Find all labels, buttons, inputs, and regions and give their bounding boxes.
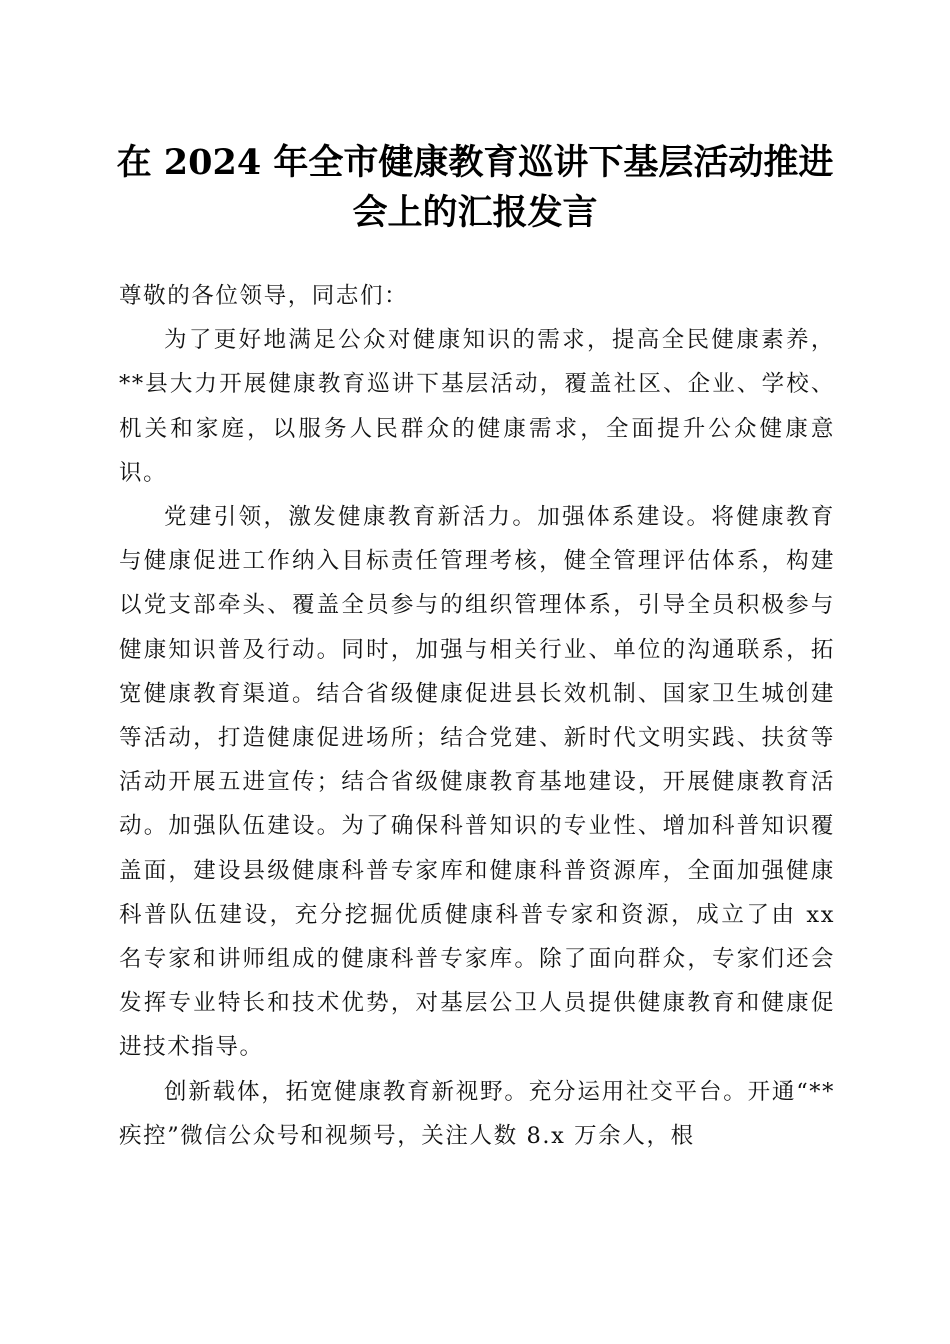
salutation: 尊敬的各位领导，同志们： — [119, 283, 409, 309]
document-title — [100, 138, 850, 238]
paragraph-innovation: 创新载体，拓宽健康教育新视野。充分运用社交平台。开通“**疾控”微信公众号和视频号，关注人数 8.x 万余人，根 — [119, 1078, 835, 1149]
title-line-2: 会上的汇报发言 — [352, 192, 598, 233]
title-line-1: 在 2024 年全市健康教育巡讲下基层活动推进 — [116, 142, 834, 183]
document-body — [119, 274, 835, 1158]
paragraph-intro: 为了更好地满足公众对健康知识的需求，提高全民健康素养，**县大力开展健康教育巡讲下基层活动，覆盖社区、企业、学校、机关和家庭，以服务人民群众的健康需求，全面提升公众健康意识。 — [119, 327, 835, 486]
paragraph-party-building: 党建引领，激发健康教育新活力。加强体系建设。将健康教育与健康促进工作纳入目标责任管理考核，健全管理评估体系，构建以党支部牵头、覆盖全员参与的组织管理体系，引导全员积极参与健康知识普及行动。同时，加强与相关行业、单位的沟通联系，拓宽健康教育渠道。结合省级健康促进县长效机制、国家卫生城创建等活动，打造健康促进场所；结合党建、新时代文明实践、扶贫等活动开展五进宣传；结合省级健康教育基地建设，开展健康教育活动。加强队伍建设。为了确保科普知识的专业性、增加科普知识覆盖面，建设县级健康科普专家库和健康科普资源库，全面加强健康科普队伍建设，充分挖掘优质健康科普专家和资源，成立了由 xx 名专家和讲师组成的健康科普专家库。除了面向群众，专家们还会发挥专业特长和技术优势，对基层公卫人员提供健康教育和健康促进技术指导。 — [119, 504, 835, 1061]
